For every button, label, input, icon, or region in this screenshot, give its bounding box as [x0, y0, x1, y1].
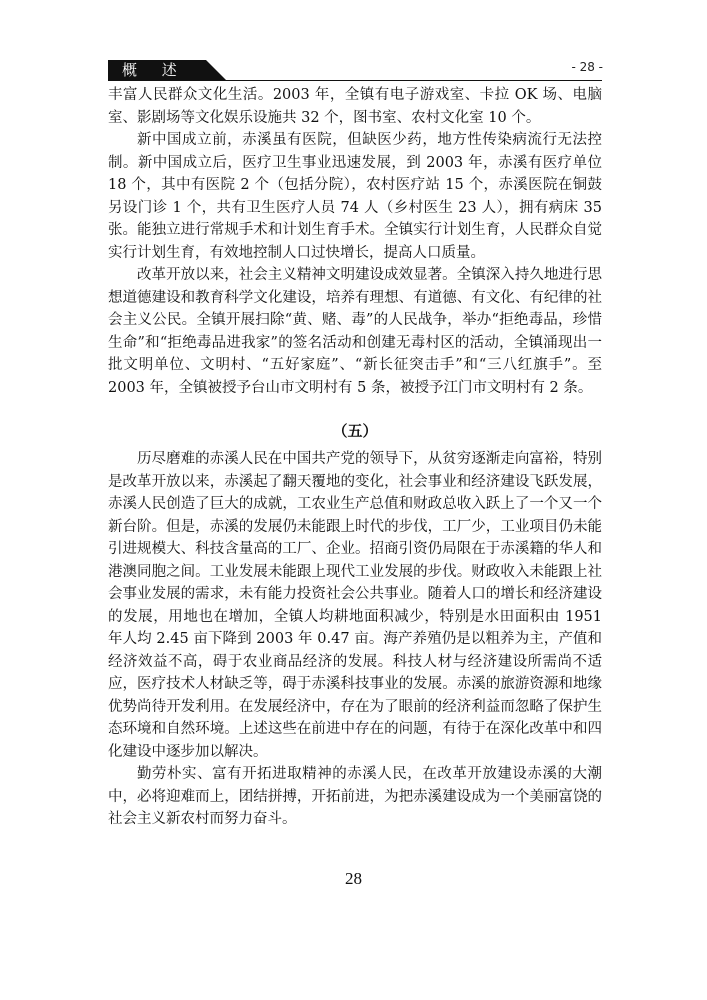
paragraph-culture-facilities: 丰富人民群众文化生活。2003 年，全镇有电子游戏室、卡拉 OK 场、电脑室、影剧场等文化娱乐设施共 32 个，图书室、农村文化室 10 个。 — [108, 87, 602, 126]
paragraph-health-care: 新中国成立前，赤溪虽有医院，但缺医少药，地方性传染病流行无法控制。新中国成立后，医疗卫生事业迅速发展，到 2003 年，赤溪有医疗单位 18 个，其中有医院 2 个（包括分院），农村医疗站 15 个，赤溪医院在铜鼓另设门诊 1 个，共有卫生医疗人员 74 人（乡村医生 23 人），拥有病床 35 张。能独立进行常规手术和计划生育手术。全镇实行计划生育，人民群众自觉实行计划生育，有效地控制人口过快增长，提高人口质量。 — [108, 132, 602, 261]
header-page-label: - 28 - — [571, 60, 603, 74]
paragraph-outlook: 勤劳朴实、富有开拓进取精神的赤溪人民，在改革开放建设赤溪的大潮中，必将迎难而上，团结拼搏，开拓前进，为把赤溪建设成为一个美丽富饶的社会主义新农村而努力奋斗。 — [108, 766, 602, 827]
body-content — [108, 84, 602, 831]
section-heading: （五） — [332, 422, 378, 440]
paragraph-civilization: 改革开放以来，社会主义精神文明建设成效显著。全镇深入持久地进行思想道德建设和教育科学文化建设，培养有理想、有道德、有文化、有纪律的社会主义公民。全镇开展扫除“黄、赌、毒”的人民战争，举办“拒绝毒品，珍惜生命”和“拒绝毒品进我家”的签名活动和创建无毒村区的活动，全镇涌现出一批文明单位、文明村、“五好家庭”、“新长征突击手”和“三八红旗手”。至 2003 年，全镇被授予台山市文明村有 5 条，被授予江门市文明村有 2 条。 — [108, 267, 602, 396]
header-divider — [108, 80, 602, 81]
header-section-title: 概 述 — [122, 61, 187, 79]
footer-page-number: 28 — [345, 869, 362, 888]
paragraph-development-problems: 历尽磨难的赤溪人民在中国共产党的领导下，从贫穷逐渐走向富裕，特别是改革开放以来，赤溪起了翻天覆地的变化，社会事业和经济建设飞跃发展，赤溪人民创造了巨大的成就，工农业生产总值和财政总收入跃上了一个又一个新台阶。但是，赤溪的发展仍未能跟上时代的步伐，工厂少，工业项目仍未能引进规模大、科技含量高的工厂、企业。招商引资仍局限在于赤溪籍的华人和港澳同胞之间。工业发展未能跟上现代工业发展的步伐。财政收入未能跟上社会事业发展的需求，未有能力投资社会公共事业。随着人口的增长和经济建设的发展，用地也在增加，全镇人均耕地面积减少，特别是水田面积由 1951 年人均 2.45 亩下降到 2003 年 0.47 亩。海产养殖仍是以粗养为主，产值和经济效益不高，碍于农业商品经济的发展。科技人材与经济建设所需尚不适应，医疗技术人材缺乏等，碍于赤溪科技事业的发展。赤溪的旅游资源和地缘优势尚待开发利用。在发展经济中，存在为了眼前的经济利益而忽略了保护生态环境和自然环境。上述这些在前进中存在的问题，有待于在深化改革中和四化建设中逐步加以解决。 — [108, 451, 602, 760]
